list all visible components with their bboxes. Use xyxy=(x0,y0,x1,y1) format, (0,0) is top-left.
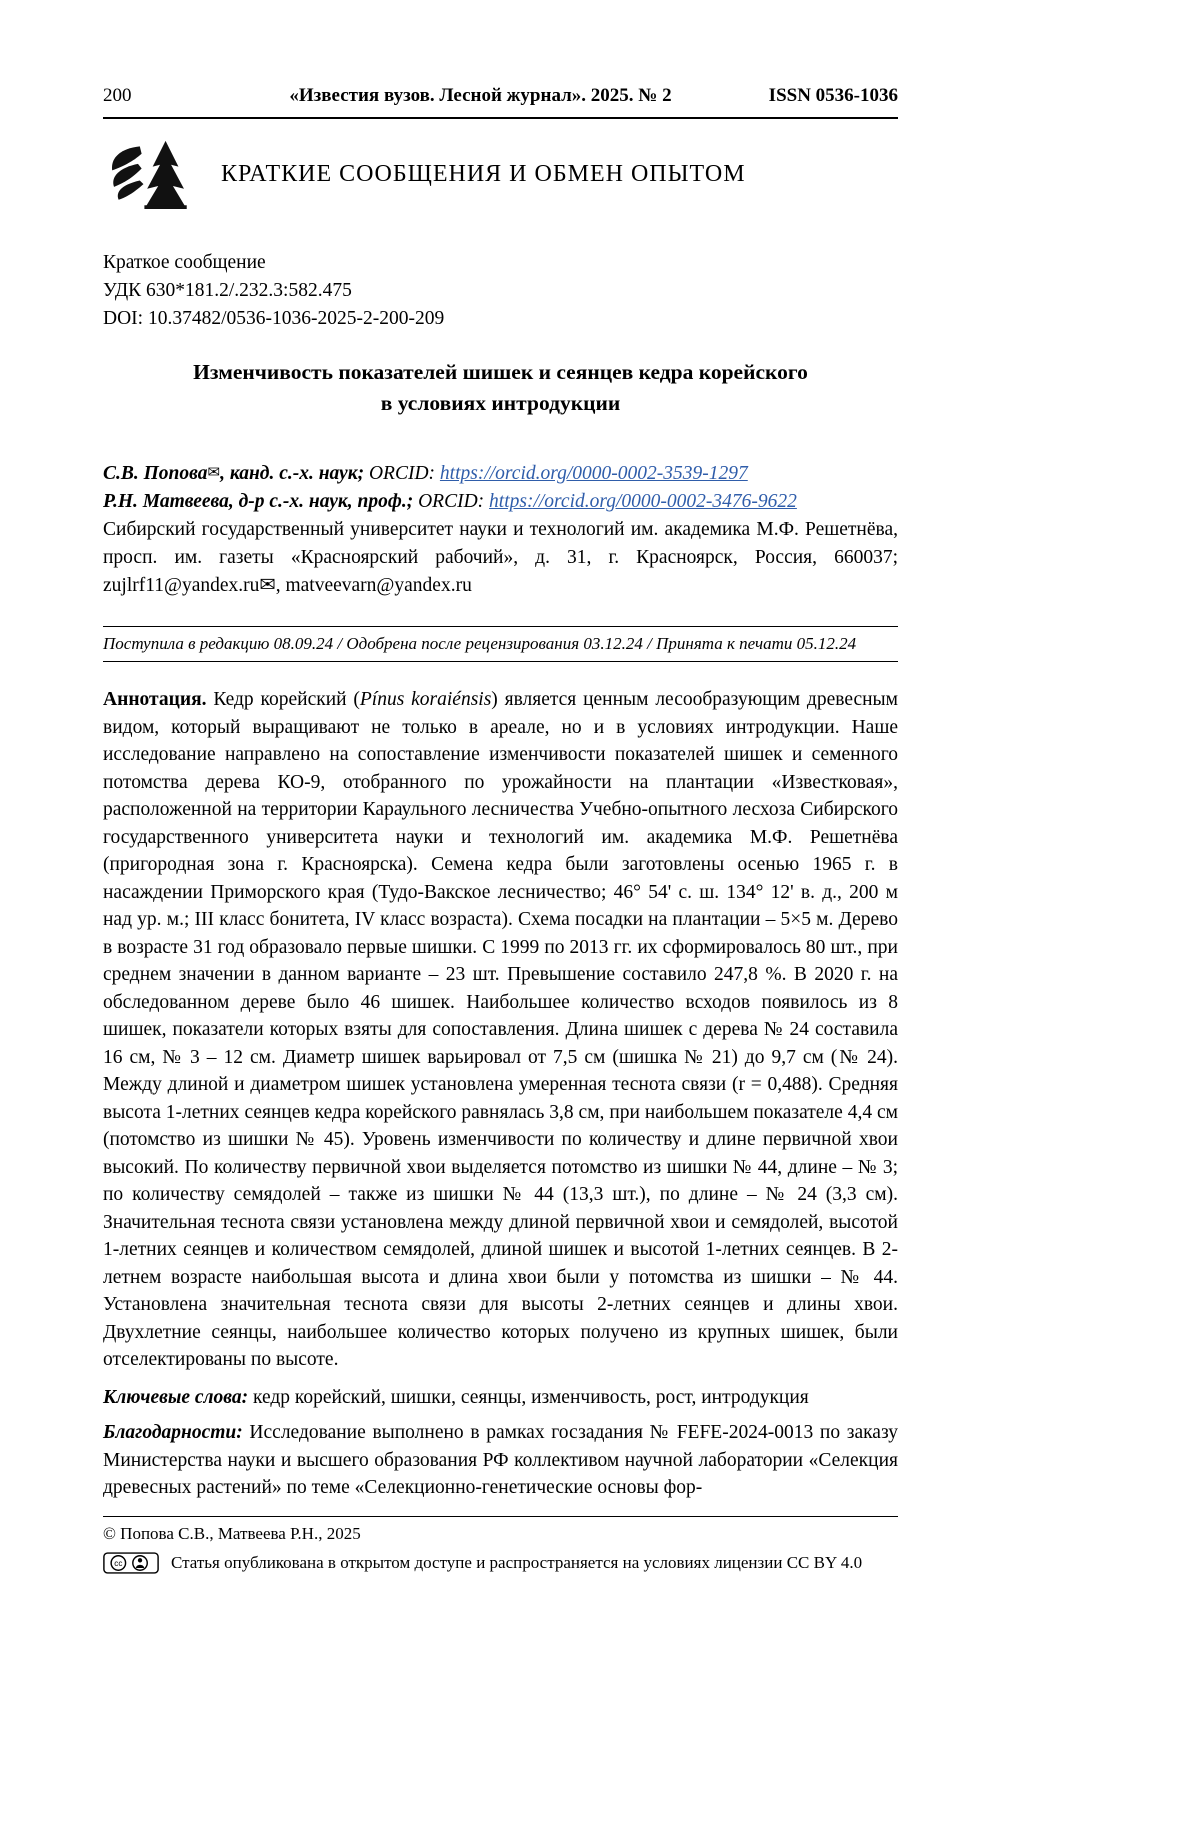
dates-line: Поступила в редакцию 08.09.24 / Одобрена после рецензирования 03.12.24 / Принята к печати 05.12.24 xyxy=(103,634,857,653)
udk-number: УДК 630*181.2/.232.3:582.475 xyxy=(103,280,352,301)
cc-by-badge-icon xyxy=(103,1552,159,1574)
doi-number: DOI: 10.37482/0536-1036-2025-2-200-209 xyxy=(103,308,445,329)
abstract-text-2: ) является ценным лесообразующим древесным видом, который выращивают не только в ареале, но и в условиях интродукции. Наше исследование направлено на сопоставление изменчивости показателей шишек и семенного потомства дерева КО-9, отобранного по урожайности на плантации «Известковая», расположенной на территории Караульного лесничества Учебно-опытного лесхоза Сибирского государственного университета науки и технологий им. академика М.Ф. Решетнёва (пригородная зона г. Красноярска). Семена кедра были заготовлены осенью 1965 г. в насаждении Приморского края (Тудо-Вакское лесничество; 46° 54' с. ш. 134° 12' в. д., 200 м над ур. м.; III класс бонитета, IV класс возраста). Схема посадки на плантации – 5×5 м. Дерево в возрасте 31 год образовало первые шишки. С 1999 по 2013 гг. их сформировалось 80 шт., при среднем значении в данном варианте – 23 шт. Превышение составило 247,8 %. В 2020 г. на обследованном дереве было 46 шишек. Наибольшее количество всходов появилось из 8 шишек, показатели которых взяты для сопоставления. Длина шишек с дерева № 24 составила 16 см, № 3 – 12 см. Диаметр шишек варьировал от 7,5 см (шишка № 21) до 9,7 см (№ 24). Между длиной и диаметром шишек установлена умеренная теснота связи (r = 0,488). Средняя высота 1-летних сеянцев кедра корейского равнялась 3,8 см, при наибольшем показателе 4,4 см (потомство из шишки № 45). Уровень изменчивости по количеству и длине первичной хвои высокий. По количеству первичной хвои выделяется потомство из шишки № 44, длине – № 3; по количеству семядолей – также из шишки № 44 (13,3 шт.), по длине – № 24 (3,3 см). Значительная теснота связи установлена между длиной первичной хвои и семядолей, высотой 1-летних сеянцев и количеством семядолей, длиной шишек и высотой 1-летних сеянцев. В 2-летнем возрасте наибольшая высота и длина хвои были у потомства из шишки – № 44. Установлена значительная теснота связи для высоты 2-летних сеянцев и длины хвои. Двухлетние сеянцы, наибольшее количество которых получено из крупных шишек, были отселектированы по высоте. xyxy=(103,689,898,1370)
copyright-line: © Попова С.В., Матвеева Р.Н., 2025 xyxy=(103,1523,361,1543)
abstract-paragraph xyxy=(103,686,898,1374)
header-divider xyxy=(103,117,898,119)
author-1-orcid-link[interactable]: https://orcid.org/0000-0002-3539-1297 xyxy=(439,463,748,484)
dates-divider-top xyxy=(103,626,898,627)
keywords-text: кедр корейский, шишки, сеянцы, изменчивость, рост, интродукция xyxy=(248,1386,809,1408)
abstract-label: Аннотация. xyxy=(103,689,207,710)
running-head xyxy=(103,85,898,107)
author-line-1 xyxy=(103,459,898,488)
title-line-2: в условиях интродукции xyxy=(380,391,621,415)
keywords-paragraph xyxy=(103,1384,898,1412)
footer-divider xyxy=(103,1516,898,1517)
latin-species-name: Pínus koraiénsis xyxy=(359,689,492,710)
affiliation: Сибирский государственный университет науки и технологий им. академика М.Ф. Решетнёва, просп. им. газеты «Красноярский рабочий», д. 31, г. Красноярск, Россия, 660037; zujlrf11@yandex.ru✉, matveevarn@yandex.ru xyxy=(103,519,898,596)
mail-icon: ✉ xyxy=(207,465,221,481)
article-type-label: Краткое сообщение xyxy=(103,252,266,273)
keywords-label: Ключевые слова: xyxy=(103,1386,249,1408)
authors-block xyxy=(103,459,898,600)
author-2-degrees: , д-р с.-х. наук, проф.; xyxy=(228,491,419,512)
author-1-degrees: , канд. с.-х. наук; xyxy=(220,463,369,484)
acknowledgments-text: Исследование выполнено в рамках госзадания № FEFE-2024-0013 по заказу Министерства науки и высшего образования РФ коллективом научной лаборатории «Селекция древесных растений» по теме «Селекционно-генетические основы фор- xyxy=(103,1422,898,1498)
section-banner xyxy=(103,135,898,213)
author-1-orcid-label: ORCID: xyxy=(368,463,440,484)
license-text: Статья опубликована в открытом доступе и распространяется на условиях лицензии CC BY 4.0 xyxy=(171,1552,863,1572)
author-2-name: Р.Н. Матвеева xyxy=(103,491,229,512)
abstract-text-1: Кедр корейский ( xyxy=(206,689,360,710)
acknowledgments-paragraph xyxy=(103,1419,898,1502)
dates-divider-bottom xyxy=(103,661,898,662)
svg-text:cc: cc xyxy=(114,1558,123,1568)
author-2-orcid-link[interactable]: https://orcid.org/0000-0002-3476-9622 xyxy=(489,491,797,512)
page-number: 200 xyxy=(103,85,132,106)
journal-title: «Известия вузов. Лесной журнал». 2025. № 2 xyxy=(289,85,672,106)
acknowledgments-label: Благодарности: xyxy=(103,1422,243,1443)
forest-journal-logo-icon xyxy=(103,135,195,213)
license-line xyxy=(103,1552,898,1574)
author-2-orcid-label: ORCID: xyxy=(418,491,490,512)
issn-number: ISSN 0536-1036 xyxy=(768,85,898,106)
article-title xyxy=(103,357,898,419)
author-1-name: С.В. Попова xyxy=(103,463,208,484)
title-line-1: Изменчивость показателей шишек и сеянцев кедра корейского xyxy=(193,360,808,384)
author-line-2 xyxy=(103,488,898,516)
article-meta xyxy=(103,249,898,333)
section-heading: КРАТКИЕ СООБЩЕНИЯ И ОБМЕН ОПЫТОМ xyxy=(221,160,746,187)
